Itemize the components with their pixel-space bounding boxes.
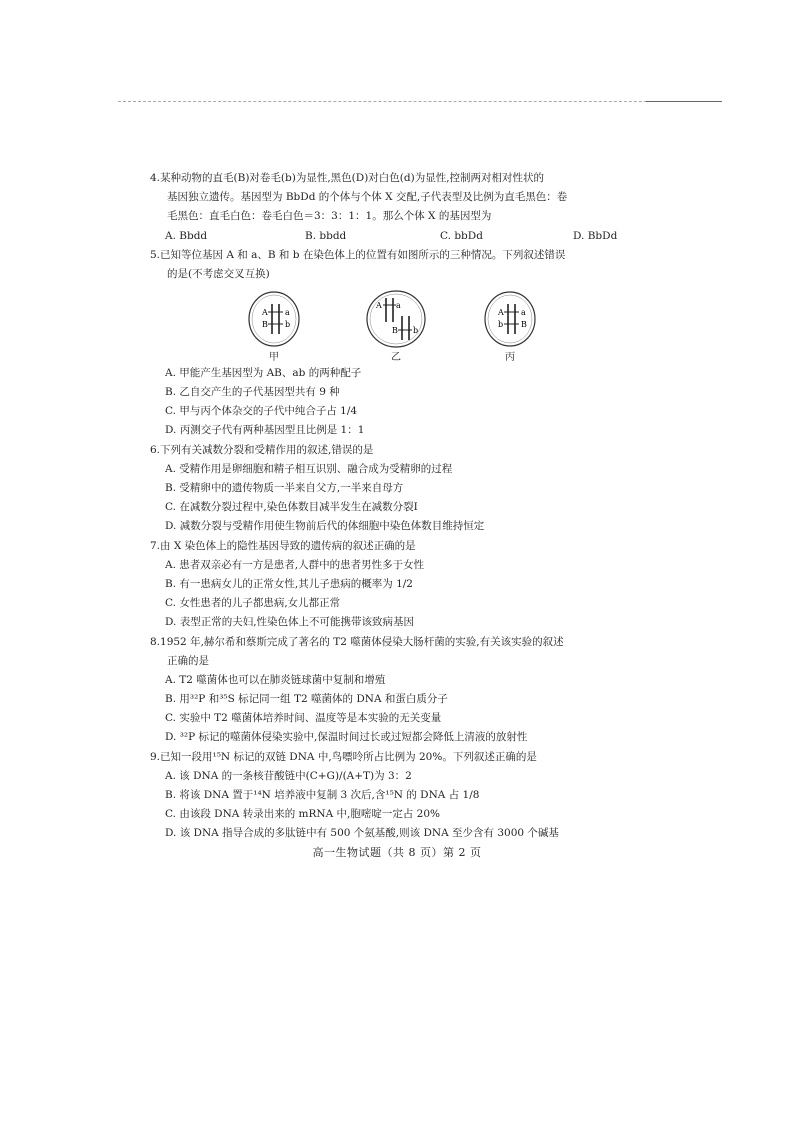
q6-option-d[interactable]: D. 减数分裂与受精作用使生物前后代的体细胞中染色体数目维持恒定	[165, 520, 485, 532]
q5-option-a[interactable]: A. 甲能产生基因型为 AB、ab 的两种配子	[165, 367, 362, 379]
cell-yi-label-a-lower: a	[396, 301, 401, 310]
q7-option-c[interactable]: C. 女性患者的儿子都患病,女儿都正常	[165, 597, 341, 609]
cell-bing-label-b-upper: B	[521, 320, 527, 329]
q9-option-a[interactable]: A. 该 DNA 的一条核苷酸链中(C+G)/(A+T)为 3：2	[165, 770, 412, 782]
q9-stem-line1: 9.已知一段用¹⁵N 标记的双链 DNA 中,鸟嘌呤所占比例为 20%。下列叙述正确的是	[150, 751, 537, 763]
cell-yi-caption: 乙	[391, 352, 401, 363]
q4-option-d[interactable]: D. BbDd	[573, 230, 618, 242]
cell-yi-label-b-lower: b	[413, 326, 419, 335]
q6-option-b[interactable]: B. 受精卵中的遗传物质一半来自父方,一半来自母方	[165, 482, 404, 494]
q9-option-d[interactable]: D. 该 DNA 指导合成的多肽链中有 500 个氨基酸,则该 DNA 至少含有 3000 个碱基	[165, 827, 559, 839]
q4-stem-line1: 4.某种动物的直毛(B)对卷毛(b)为显性,黑色(D)对白色(d)为显性,控制两对相对性状的	[150, 172, 545, 184]
cell-yi-label-b-upper: B	[392, 326, 398, 335]
cell-jia-label-b-lower: b	[285, 320, 291, 329]
q7-option-a[interactable]: A. 患者双亲必有一方是患者,人群中的患者男性多于女性	[165, 559, 425, 571]
q5-option-c[interactable]: C. 甲与丙个体杂交的子代中纯合子占 1/4	[165, 405, 358, 417]
q5-option-b[interactable]: B. 乙自交产生的子代基因型共有 9 种	[165, 386, 340, 398]
q8-option-c[interactable]: C. 实验中 T2 噬菌体培养时间、温度等是本实验的无关变量	[165, 712, 442, 724]
q5-stem-line2: 的是(不考虑交叉互换)	[167, 268, 270, 280]
cell-jia-label-a-upper: A	[262, 308, 268, 317]
q9-option-c[interactable]: C. 由该段 DNA 转录出来的 mRNA 中,胞嘧啶一定占 20%	[165, 808, 441, 820]
scan-top-border-solid	[646, 101, 722, 102]
q4-option-c[interactable]: C. bbDd	[440, 230, 483, 242]
q4-stem-line3: 毛黑色：直毛白色：卷毛白色＝3：3：1：1。那么个体 X 的基因型为	[167, 210, 492, 222]
q5-stem-line1: 5.已知等位基因 A 和 a、B 和 b 在染色体上的位置有如图所示的三种情况。下列叙述错误	[150, 249, 566, 261]
q5-option-d[interactable]: D. 丙测交子代有两种基因型且比例是 1：1	[165, 424, 365, 436]
cell-jia-caption: 甲	[269, 352, 279, 363]
q6-stem-line1: 6.下列有关减数分裂和受精作用的叙述,错误的是	[150, 444, 374, 456]
q7-stem-line1: 7.由 X 染色体上的隐性基因导致的遗传病的叙述正确的是	[150, 540, 416, 552]
q7-option-b[interactable]: B. 有一患病女儿的正常女性,其儿子患病的概率为 1/2	[165, 578, 413, 590]
q8-option-d[interactable]: D. ³²P 标记的噬菌体侵染实验中,保温时间过长或过短都会降低上清液的放射性	[165, 731, 528, 743]
q6-option-c[interactable]: C. 在减数分裂过程中,染色体数目减半发生在减数分裂Ⅰ	[165, 501, 418, 513]
q4-option-b[interactable]: B. bbdd	[305, 230, 347, 242]
cell-jia-label-b-upper: B	[262, 320, 268, 329]
cell-bing-label-b-lower: b	[498, 320, 504, 329]
q8-option-a[interactable]: A. T2 噬菌体也可以在肺炎链球菌中复制和增殖	[165, 674, 386, 686]
cell-yi	[367, 291, 425, 347]
q4-options	[165, 227, 725, 247]
q8-stem-line2: 正确的是	[167, 655, 209, 667]
cell-bing-caption: 丙	[505, 352, 515, 363]
q4-stem-line2: 基因独立遗传。基因型为 BbDd 的个体与个体 X 交配,子代表型及比例为直毛黑色：卷	[167, 191, 568, 203]
cell-yi-label-a-upper: A	[376, 301, 382, 310]
cell-bing-label-a-lower: a	[521, 308, 526, 317]
q8-stem-line1: 8.1952 年,赫尔希和蔡斯完成了著名的 T2 噬菌体侵染大肠杆菌的实验,有关该实验的叙述	[150, 636, 564, 648]
q4-option-a[interactable]: A. Bbdd	[165, 230, 208, 242]
q8-option-b[interactable]: B. 用³²P 和³⁵S 标记同一组 T2 噬菌体的 DNA 和蛋白质分子	[165, 693, 448, 705]
q6-option-a[interactable]: A. 受精作用是卵细胞和精子相互识别、融合成为受精卵的过程	[165, 463, 453, 475]
scan-top-border	[118, 101, 722, 102]
q9-option-b[interactable]: B. 将该 DNA 置于¹⁴N 培养液中复制 3 次后,含¹⁵N 的 DNA 占 1/8	[165, 789, 480, 801]
q7-option-d[interactable]: D. 表型正常的夫妇,性染色体上不可能携带该致病基因	[165, 616, 415, 628]
cell-bing	[485, 292, 535, 346]
cell-jia	[249, 292, 299, 346]
cell-jia-label-a-lower: a	[285, 308, 290, 317]
cell-bing-label-a-upper: A	[498, 308, 504, 317]
page-footer: 高一生物试题（共 8 页）第 2 页	[312, 846, 482, 859]
